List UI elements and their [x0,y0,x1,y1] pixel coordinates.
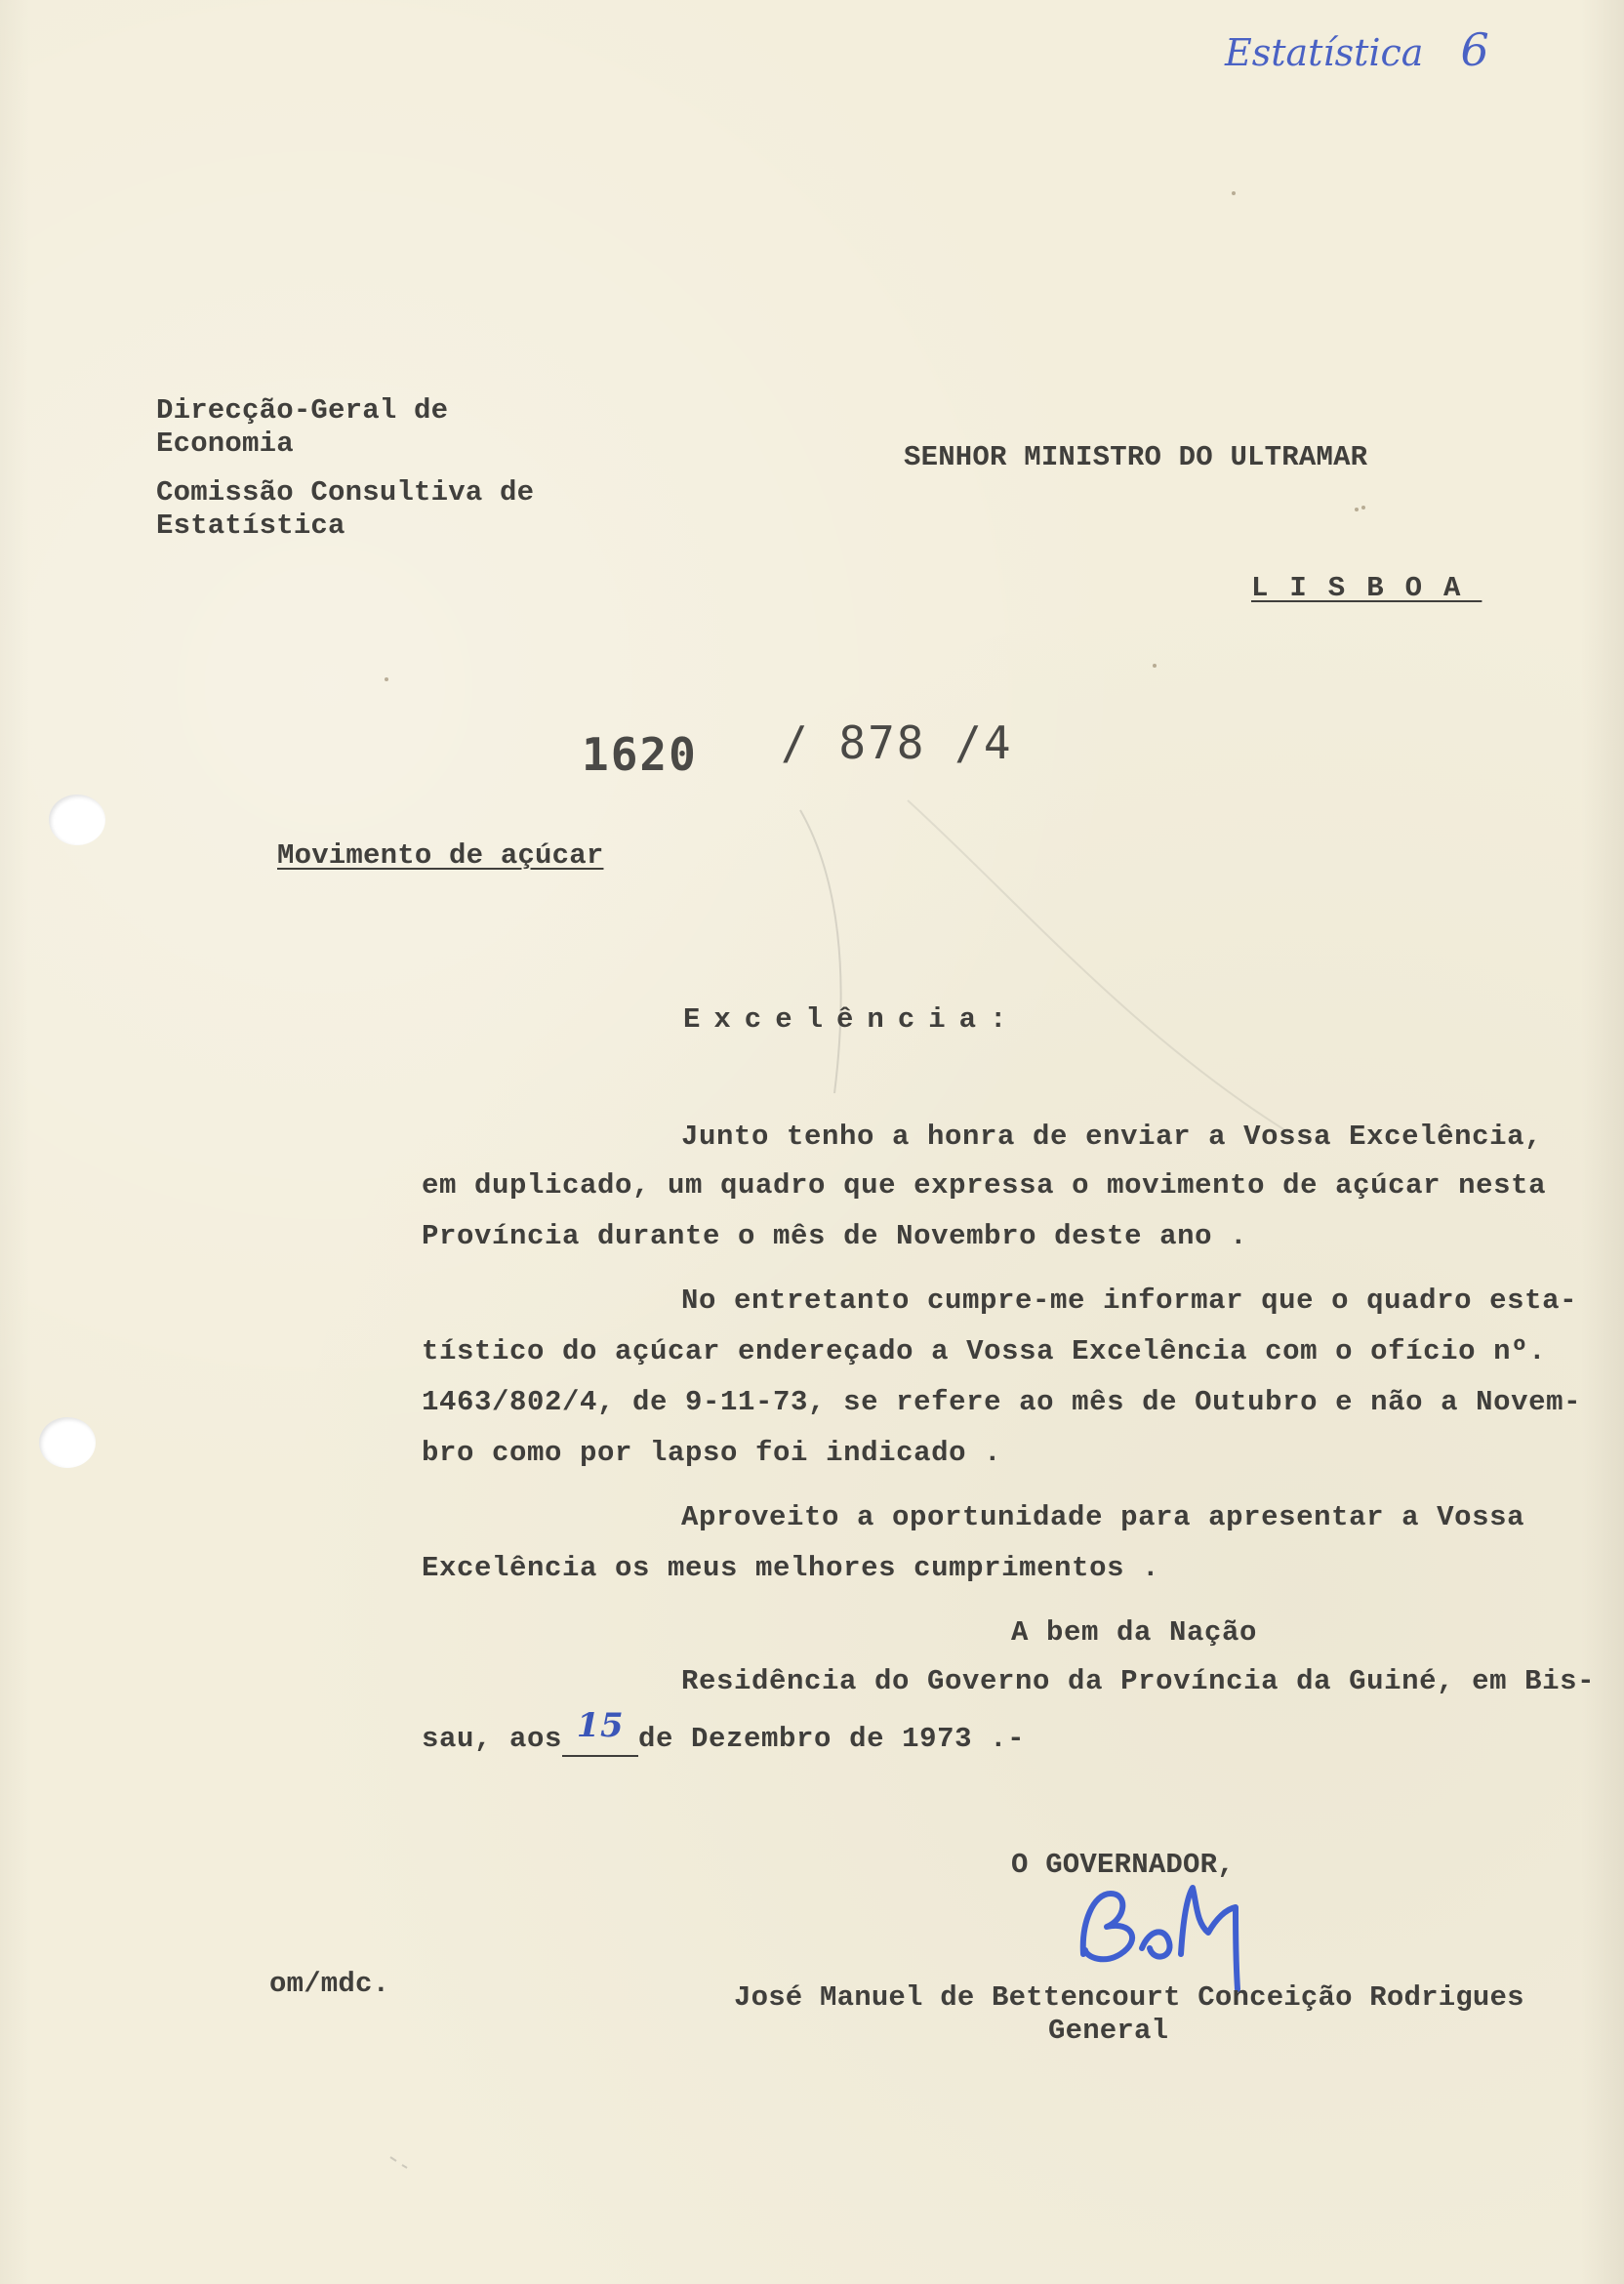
paragraph-1-line-2: em duplicado, um quadro que expressa o movimento de açúcar nesta [422,1169,1547,1202]
punch-hole-top [49,795,105,845]
closing-place-line-2 [422,1706,1026,1757]
closing-place-suffix: de Dezembro de 1973 .- [638,1723,1026,1755]
paragraph-2-line-4: bro como por lapso foi indicado . [422,1437,1002,1469]
annotation-word: Estatística [1225,31,1424,74]
sender-line-2: Economia [156,428,294,460]
paragraph-2-line-1: No entretanto cumpre-me informar que o quadro esta- [681,1285,1578,1317]
paragraph-2-line-3: 1463/802/4, de 9-11-73, se refere ao mês de Outubro e não a Novem- [422,1386,1582,1418]
signature-role: O GOVERNADOR, [1011,1849,1235,1881]
paragraph-3-line-1: Aproveito a oportunidade para apresentar a Vossa [681,1501,1525,1533]
reference-suffix: / 878 /4 [781,716,1013,769]
sender-line-1: Direcção-Geral de [156,394,449,427]
paper-speck [1361,506,1365,510]
salutation: Excelência: [683,1003,1021,1036]
handwritten-day-value: 15 [576,1706,625,1745]
paper-speck [1153,664,1157,668]
handwritten-annotation [1225,23,1489,76]
annotation-number: 6 [1460,23,1489,76]
typist-initials: om/mdc. [269,1968,390,2000]
closing-motto: A bem da Nação [1011,1616,1258,1649]
recipient-city: LISBOA [1251,572,1482,604]
paragraph-3-line-2: Excelência os meus melhores cumprimentos . [422,1552,1160,1584]
punch-hole-bottom [39,1417,96,1468]
paper-speck [1355,508,1359,511]
signature-name: José Manuel de Bettencourt Conceição Rodrigues [734,1981,1524,2014]
recipient-title: SENHOR MINISTRO DO ULTRAMAR [904,441,1368,473]
subject-line: Movimento de açúcar [277,839,604,872]
signature-rank: General [1048,2015,1169,2047]
sender-line-3: Comissão Consultiva de [156,476,535,509]
reference-number: 1620 [582,728,698,781]
paper-speck [385,677,388,681]
sender-line-4: Estatística [156,510,345,542]
paragraph-2-line-2: tístico do açúcar endereçado a Vossa Excelência com o ofício nº. [422,1335,1547,1367]
handwritten-day [562,1706,638,1757]
closing-place-prefix: sau, aos [422,1723,563,1755]
paragraph-1-line-3: Província durante o mês de Novembro deste ano . [422,1220,1248,1252]
paper-speck [1232,191,1236,195]
closing-place-line-1: Residência do Governo da Província da Guiné, em Bis- [681,1665,1596,1697]
paragraph-1-line-1: Junto tenho a honra de enviar a Vossa Excelência, [681,1121,1543,1153]
